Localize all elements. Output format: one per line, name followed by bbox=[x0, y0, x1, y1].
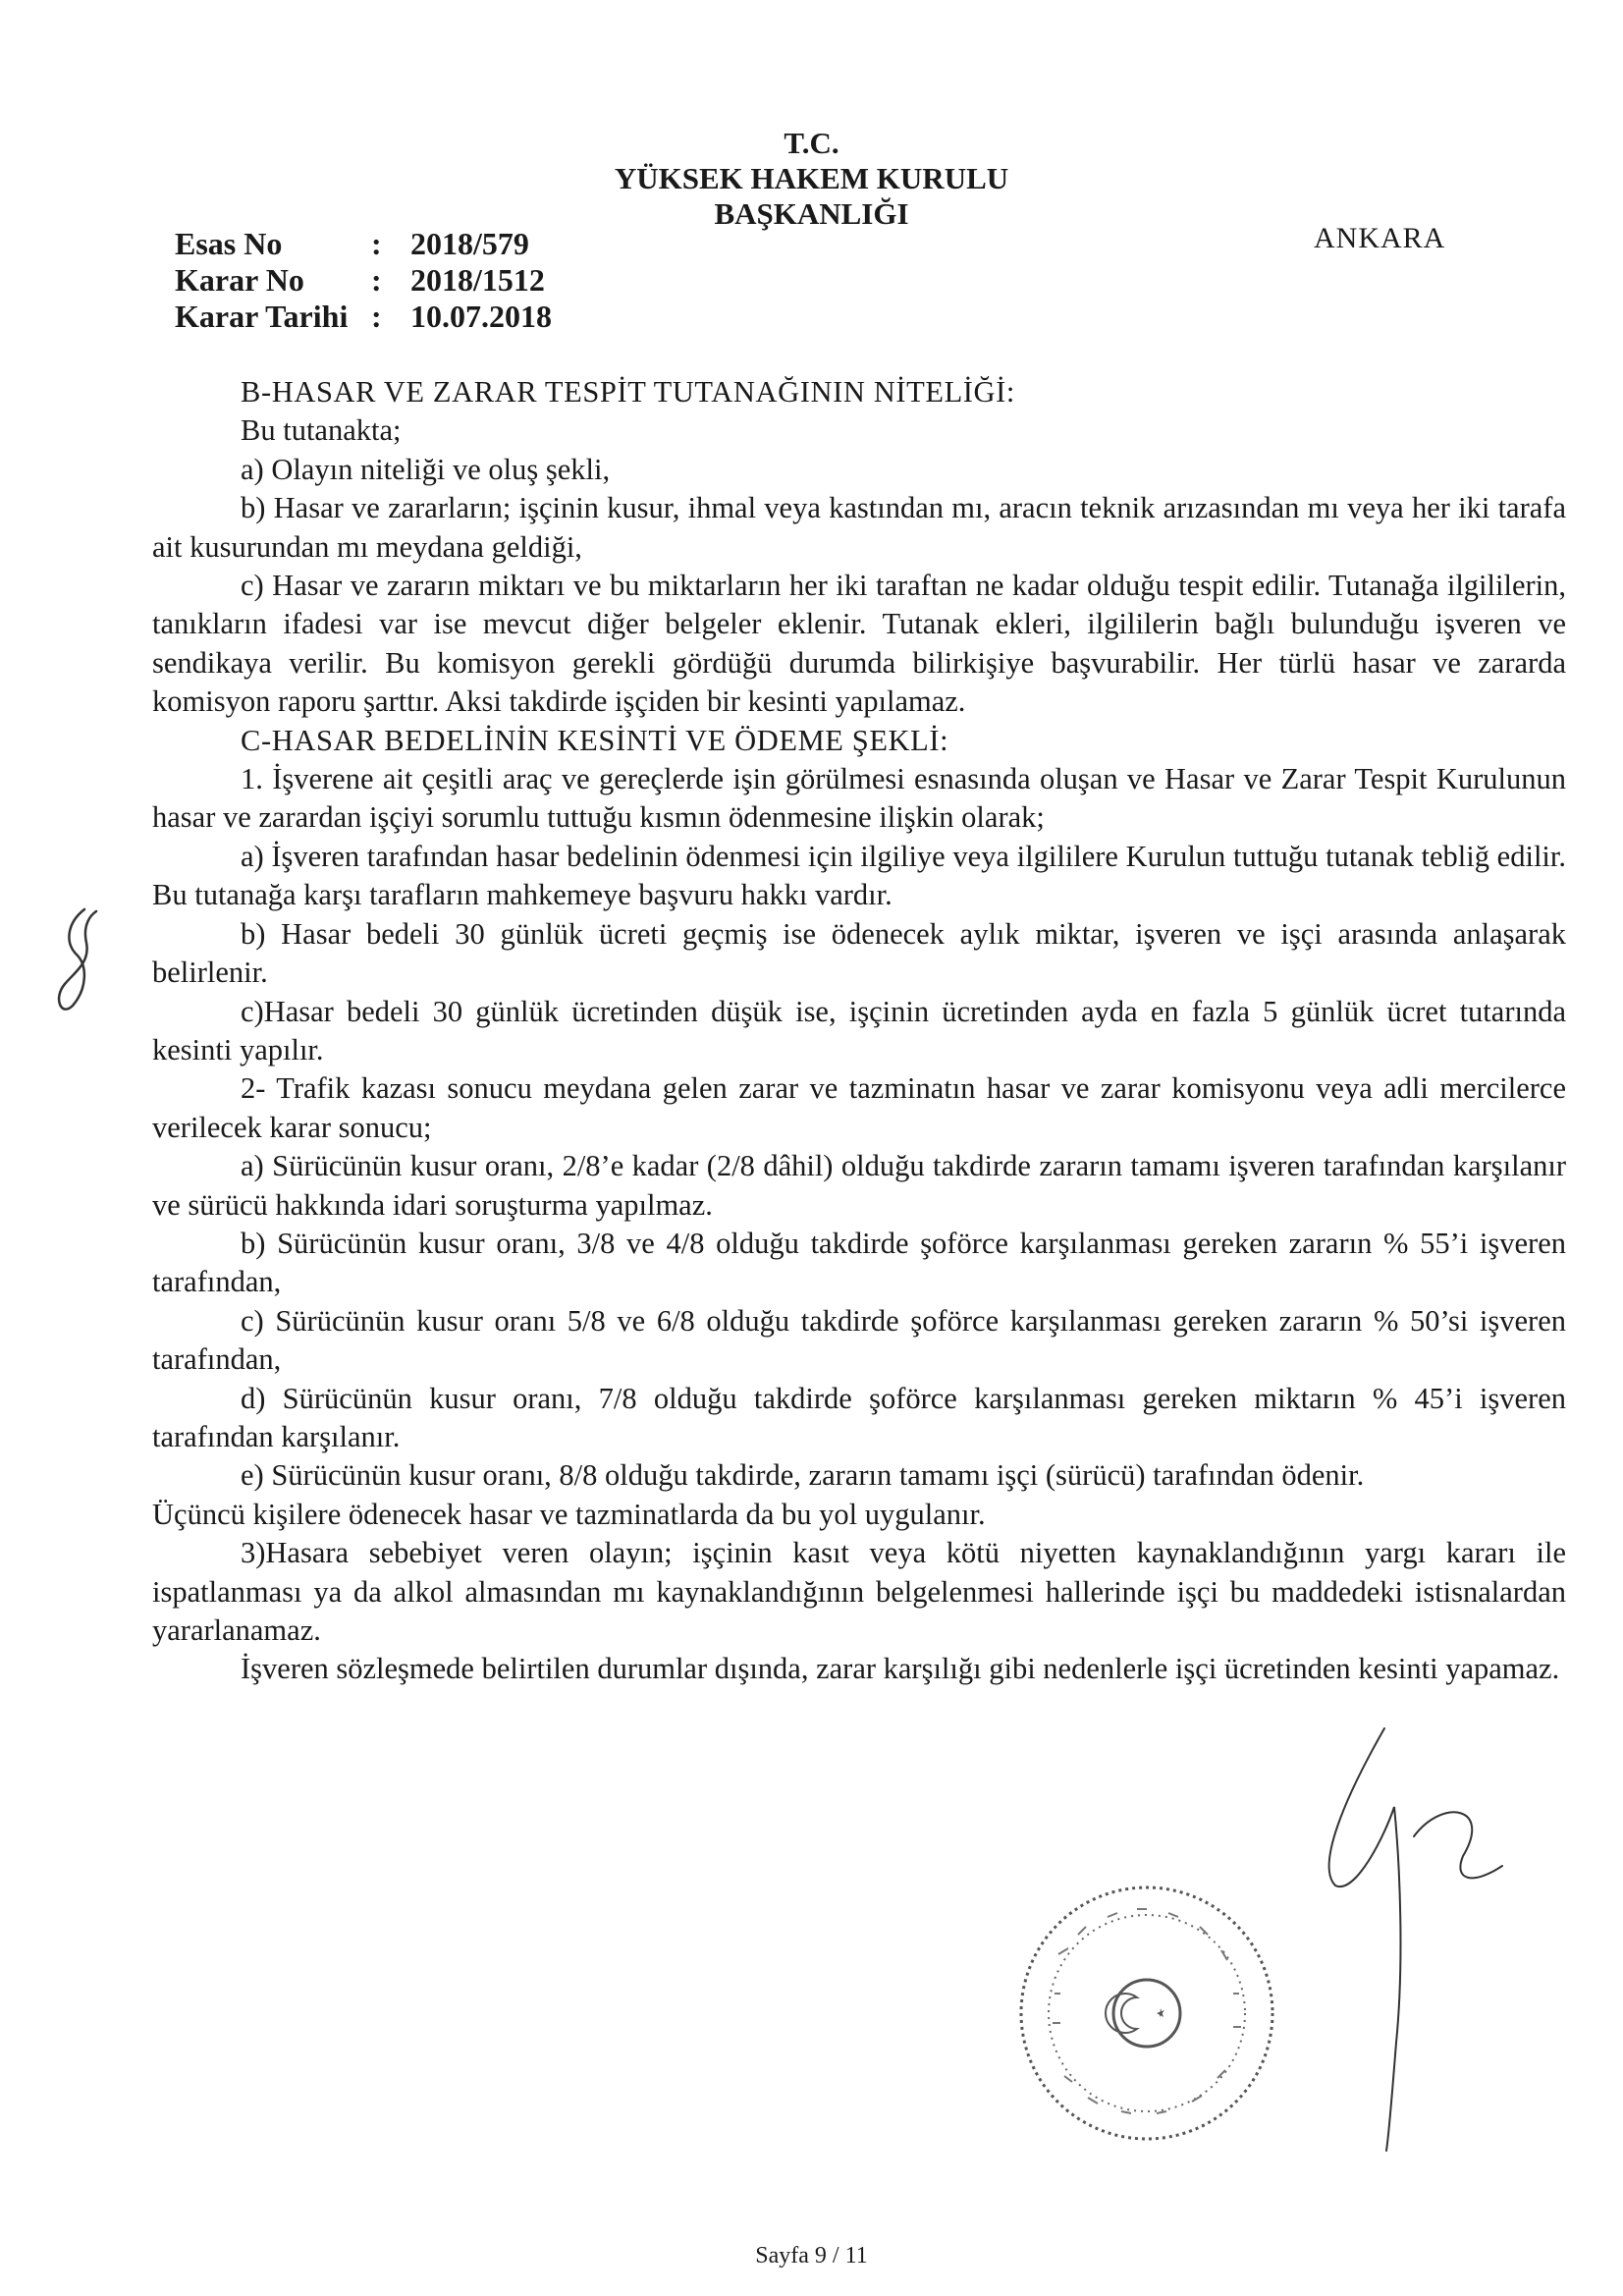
esas-row bbox=[175, 226, 552, 262]
section-b-item-a: a) Olayın niteliği ve oluş şekli, bbox=[241, 452, 611, 486]
section-c-item-1a: a) İşveren tarafından hasar bedelinin ödenmesi için ilgiliye veya ilgililere Kurulun tuttuğu tutanak tebliğ edilir. Bu tutanağa karşı tarafların mahkemeye başvuru hakkı vardır. bbox=[152, 839, 1566, 912]
section-c-item-1b: b) Hasar bedeli 30 günlük ücreti geçmiş ise ödenecek aylık miktar, işveren ve işçi arasında anlaşarak belirlenir. bbox=[152, 916, 1566, 990]
section-b-item-c: c) Hasar ve zararın miktarı ve bu miktarların her iki taraftan ne kadar olduğu tespit edilir. Tutanağa ilgililerin, tanıkların ifadesi var ise mevcut diğer belgeler eklenir. Tutanak ekleri, ilgililerin bağlı bulunduğu işveren ve sendikaya verilir. Bu komisyon gerekli gördüğü durumda bilirkişiye başvurabilir. Her türlü hasar ve zararda komisyon raporu şarttır. Aksi takdirde işçiden bir kesinti yapılamaz. bbox=[152, 569, 1566, 719]
header-tc: T.C. bbox=[784, 126, 839, 160]
tarih-value: 10.07.2018 bbox=[410, 299, 552, 334]
case-meta bbox=[175, 226, 552, 335]
karar-colon: : bbox=[371, 262, 382, 298]
tarih-label: Karar Tarihi bbox=[175, 299, 349, 334]
section-c-item-2c: c) Sürücünün kusur oranı 5/8 ve 6/8 olduğu takdirde şoförce karşılanması gereken zararın % 50’si işveren tarafından, bbox=[152, 1303, 1566, 1377]
signature-mark bbox=[1306, 1719, 1532, 2160]
section-c-item-2b: b) Sürücünün kusur oranı, 3/8 ve 4/8 olduğu takdirde şoförce karşılanması gereken zararın % 55’i işveren tarafından, bbox=[152, 1226, 1566, 1299]
esas-value: 2018/579 bbox=[410, 226, 529, 261]
document-body bbox=[152, 373, 1566, 1689]
esas-colon: : bbox=[371, 226, 382, 261]
section-c-heading: C-HASAR BEDELİNİN KESİNTİ VE ÖDEME ŞEKLİ: bbox=[241, 723, 949, 757]
section-c-item-2a: a) Sürücünün kusur oranı, 2/8’e kadar (2/8 dâhil) olduğu takdirde zararın tamamı işveren tarafından karşılanır ve sürücü hakkında idari soruşturma yapılmaz. bbox=[152, 1149, 1566, 1222]
section-c-item-2e: e) Sürücünün kusur oranı, 8/8 olduğu takdirde, zararın tamamı işçi (sürücü) tarafından ödenir. bbox=[241, 1458, 1365, 1493]
esas-label: Esas No bbox=[175, 226, 283, 261]
section-c-item-2e-continued: Üçüncü kişilere ödenecek hasar ve tazminatlarda da bu yol uygulanır. bbox=[152, 1497, 986, 1531]
section-c-paragraph-2: 2- Trafik kazası sonucu meydana gelen zarar ve tazminatın hasar ve zarar komisyonu veya adli mercilerce verilecek karar sonucu; bbox=[152, 1071, 1566, 1144]
section-c-paragraph-3: 3)Hasara sebebiyet veren olayın; işçinin kasıt veya kötü niyetten kaynaklandığının yargı kararı ile ispatlanması ya da alkol almasından mı kaynaklandığının belgelenmesi hallerinde işçi bu maddedeki istisnalardan yararlanamaz. bbox=[152, 1536, 1566, 1647]
section-c-item-2d: d) Sürücünün kusur oranı, 7/8 olduğu takdirde şoförce karşılanması gereken miktarın % 45’i işveren tarafından karşılanır. bbox=[152, 1381, 1566, 1453]
tarih-row bbox=[175, 299, 552, 335]
city-label: ANKARA bbox=[1314, 222, 1446, 254]
page-number: Sayfa 9 / 11 bbox=[755, 2243, 868, 2269]
header-institution: YÜKSEK HAKEM KURULU bbox=[614, 161, 1009, 195]
handwritten-page-mark bbox=[47, 903, 106, 1021]
karar-value: 2018/1512 bbox=[410, 262, 545, 298]
official-seal-stamp bbox=[1000, 1866, 1294, 2160]
section-b-heading: B-HASAR VE ZARAR TESPİT TUTANAĞININ NİTELİĞİ: bbox=[241, 375, 1016, 409]
karar-row bbox=[175, 262, 552, 299]
section-c-paragraph-1: 1. İşverene ait çeşitli araç ve gereçlerde işin görülmesi esnasında oluşan ve Hasar ve Zarar Tespit Kurulunun hasar ve zarardan işçiyi sorumlu tuttuğu kısmın ödenmesine ilişkin olarak; bbox=[152, 762, 1566, 835]
section-c-item-1c: c)Hasar bedeli 30 günlük ücretinden düşük ise, işçinin ücretinden ayda en fazla 5 günlük ücret tutarında kesinti yapılır. bbox=[152, 994, 1566, 1066]
section-b-item-b: b) Hasar ve zararların; işçinin kusur, ihmal veya kastından mı, aracın teknik arızasından mı veya her iki tarafa ait kusurundan mı meydana geldiği, bbox=[152, 491, 1566, 564]
header-presidency: BAŞKANLIĞI bbox=[714, 196, 909, 231]
karar-label: Karar No bbox=[175, 262, 304, 298]
section-c-paragraph-4: İşveren sözleşmede belirtilen durumlar dışında, zarar karşılığı gibi nedenlerle işçi ücretinden kesinti yapamaz. bbox=[241, 1652, 1560, 1686]
tarih-colon: : bbox=[371, 299, 382, 334]
section-b-intro: Bu tutanakta; bbox=[241, 413, 402, 448]
